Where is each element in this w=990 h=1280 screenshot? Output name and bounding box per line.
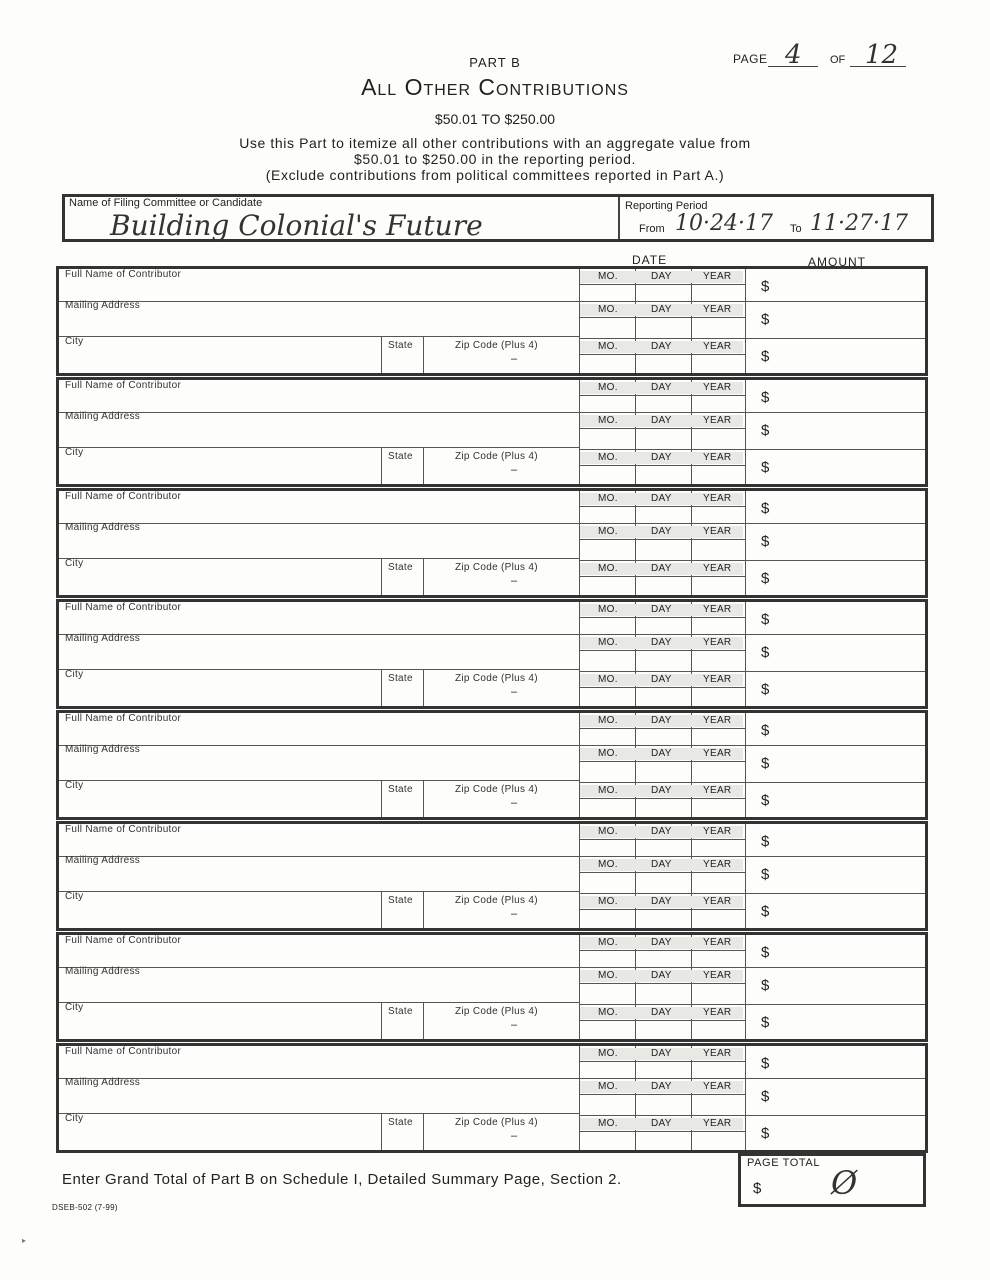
state-divider [381,780,382,817]
date-row-line [579,1004,925,1005]
amount-divider [745,380,746,484]
to-label: To [790,223,802,235]
month-label: MO. [598,785,618,796]
page-label: PAGE [733,52,768,66]
day-label: DAY [651,415,672,426]
dollar-sign: $ [761,533,770,550]
month-label: MO. [598,1007,618,1018]
date-header-line [579,1131,745,1132]
page-total-box [738,1153,926,1207]
filing-committee-box [62,194,934,242]
state-label: State [388,562,413,573]
date-header-line [579,687,745,688]
month-label: MO. [598,937,618,948]
date-row-line [579,560,925,561]
day-label: DAY [651,1118,672,1129]
dollar-sign: $ [761,944,770,961]
state-label: State [388,784,413,795]
page-number: 4 [785,40,802,70]
year-label: YEAR [703,715,732,726]
date-row-line [579,1115,925,1116]
dollar-sign: $ [761,1125,770,1142]
scan-mark: ▸ [22,1236,27,1245]
dollar-sign: $ [761,792,770,809]
month-label: MO. [598,526,618,537]
zip-label: Zip Code (Plus 4) [455,451,538,462]
amount-divider [745,824,746,928]
month-label: MO. [598,563,618,574]
date-header-line [579,798,745,799]
date-row-line [579,671,925,672]
amount-divider [745,491,746,595]
date-header-line [579,1061,745,1062]
zip-divider [423,780,424,817]
month-label: MO. [598,341,618,352]
state-divider [381,336,382,373]
day-label: DAY [651,1081,672,1092]
full-name-label: Full Name of Contributor [65,824,182,835]
year-label: YEAR [703,526,732,537]
year-label: YEAR [703,1007,732,1018]
zip-label: Zip Code (Plus 4) [455,340,538,351]
row-line [59,669,579,670]
month-label: MO. [598,715,618,726]
dollar-sign: $ [761,1014,770,1031]
date-header-line [579,506,745,507]
day-label: DAY [651,715,672,726]
city-label: City [65,336,84,347]
month-label: MO. [598,382,618,393]
day-label: DAY [651,382,672,393]
dollar-sign: $ [761,500,770,517]
mailing-address-label: Mailing Address [65,1077,141,1088]
year-label: YEAR [703,452,732,463]
zip-label: Zip Code (Plus 4) [455,562,538,573]
day-label: DAY [651,563,672,574]
city-label: City [65,447,84,458]
date-row-line [579,634,925,635]
mailing-address-label: Mailing Address [65,744,141,755]
mailing-address-label: Mailing Address [65,966,141,977]
year-label: YEAR [703,859,732,870]
zip-dash: – [511,908,518,920]
year-label: YEAR [703,382,732,393]
year-label: YEAR [703,415,732,426]
city-label: City [65,1002,84,1013]
mailing-address-label: Mailing Address [65,855,141,866]
month-label: MO. [598,637,618,648]
day-label: DAY [651,341,672,352]
year-label: YEAR [703,674,732,685]
row-line [59,1002,579,1003]
day-label: DAY [651,452,672,463]
zip-dash: – [511,464,518,476]
full-name-label: Full Name of Contributor [65,713,182,724]
amount-divider [745,713,746,817]
date-row-line [579,856,925,857]
mailing-address-label: Mailing Address [65,300,141,311]
state-label: State [388,673,413,684]
state-label: State [388,451,413,462]
date-row-line [579,745,925,746]
date-header-line [579,617,745,618]
day-label: DAY [651,748,672,759]
dollar-sign: $ [761,903,770,920]
state-label: State [388,1117,413,1128]
dollar-sign: $ [761,866,770,883]
year-label: YEAR [703,896,732,907]
year-label: YEAR [703,637,732,648]
day-label: DAY [651,785,672,796]
dollar-sign: $ [761,311,770,328]
date-header-line [579,983,745,984]
state-label: State [388,895,413,906]
page-total-number: 12 [865,40,899,70]
year-label: YEAR [703,748,732,759]
year-label: YEAR [703,970,732,981]
zip-divider [423,1002,424,1039]
state-label: State [388,340,413,351]
zip-divider [423,447,424,484]
dollar-sign: $ [761,278,770,295]
instruction-line-1: Use this Part to itemize all other contributions with an aggregate value from [239,135,751,151]
year-label: YEAR [703,493,732,504]
day-label: DAY [651,493,672,504]
contributor-entry [56,1043,928,1153]
date-header-line [579,909,745,910]
full-name-label: Full Name of Contributor [65,1046,182,1057]
to-date-field[interactable]: 11·27·17 [810,211,908,236]
row-line [59,891,579,892]
city-label: City [65,1113,84,1124]
contributor-entry [56,377,928,487]
year-label: YEAR [703,785,732,796]
day-label: DAY [651,271,672,282]
contributor-entry [56,599,928,709]
day-label: DAY [651,1048,672,1059]
date-column-header: DATE [632,253,668,267]
date-row-line [579,412,925,413]
row-line [59,780,579,781]
zip-dash: – [511,353,518,365]
filing-name-label: Name of Filing Committee or Candidate [69,197,263,209]
from-label: From [639,223,665,235]
part-label: PART B [469,55,521,70]
month-label: MO. [598,304,618,315]
row-line [59,1113,579,1114]
day-label: DAY [651,526,672,537]
date-row-line [579,782,925,783]
month-label: MO. [598,1118,618,1129]
zip-label: Zip Code (Plus 4) [455,1006,538,1017]
date-header-line [579,354,745,355]
zip-divider [423,558,424,595]
zip-dash: – [511,575,518,587]
footer-instruction: Enter Grand Total of Part B on Schedule I, Detailed Summary Page, Section 2. [62,1171,622,1188]
form-id: DSEB-502 (7-99) [52,1203,118,1212]
dollar-sign: $ [761,1088,770,1105]
date-header-line [579,576,745,577]
month-label: MO. [598,452,618,463]
zip-dash: – [511,1130,518,1142]
date-header-line [579,317,745,318]
zip-dash: – [511,686,518,698]
reporting-period-label: Reporting Period [625,200,708,212]
state-divider [381,558,382,595]
date-header-line [579,761,745,762]
page-total-label: PAGE TOTAL [747,1157,821,1169]
date-header-line [579,284,745,285]
zip-divider [423,1113,424,1150]
month-label: MO. [598,826,618,837]
contributor-entry [56,266,928,376]
filing-divider [618,197,620,239]
dollar-sign: $ [761,611,770,628]
year-label: YEAR [703,826,732,837]
amount-divider [745,1046,746,1150]
state-divider [381,447,382,484]
contributor-entry [56,932,928,1042]
month-label: MO. [598,271,618,282]
amount-column-header: AMOUNT [808,255,866,269]
month-label: MO. [598,859,618,870]
page-total-dollar-sign: $ [753,1180,762,1197]
row-line [59,336,579,337]
day-label: DAY [651,637,672,648]
month-label: MO. [598,674,618,685]
zip-divider [423,669,424,706]
full-name-label: Full Name of Contributor [65,269,182,280]
day-label: DAY [651,674,672,685]
row-line [59,447,579,448]
mailing-address-label: Mailing Address [65,633,141,644]
filing-name-field[interactable]: Building Colonial's Future [110,209,483,242]
date-row-line [579,523,925,524]
amount-range: $50.01 TO $250.00 [434,111,556,127]
of-label: OF [830,54,846,66]
state-label: State [388,1006,413,1017]
zip-dash: – [511,797,518,809]
day-label: DAY [651,937,672,948]
month-label: MO. [598,604,618,615]
date-row-line [579,1078,925,1079]
dollar-sign: $ [761,570,770,587]
zip-divider [423,336,424,373]
date-row-line [579,893,925,894]
dollar-sign: $ [761,459,770,476]
city-label: City [65,669,84,680]
date-row-line [579,338,925,339]
mailing-address-label: Mailing Address [65,411,141,422]
day-label: DAY [651,304,672,315]
state-divider [381,891,382,928]
row-line [59,558,579,559]
year-label: YEAR [703,937,732,948]
full-name-label: Full Name of Contributor [65,380,182,391]
year-label: YEAR [703,563,732,574]
state-divider [381,669,382,706]
day-label: DAY [651,826,672,837]
zip-divider [423,891,424,928]
page-total-field[interactable]: Ø [831,1164,858,1202]
instruction-line-2: $50.01 to $250.00 in the reporting period. [353,151,637,167]
amount-divider [745,269,746,373]
day-label: DAY [651,604,672,615]
year-label: YEAR [703,1048,732,1059]
contributor-entry [56,710,928,820]
date-header-line [579,728,745,729]
date-header-line [579,950,745,951]
city-label: City [65,891,84,902]
date-header-line [579,428,745,429]
date-header-line [579,872,745,873]
date-header-line [579,839,745,840]
amount-divider [745,602,746,706]
dollar-sign: $ [761,681,770,698]
year-label: YEAR [703,304,732,315]
zip-label: Zip Code (Plus 4) [455,784,538,795]
zip-label: Zip Code (Plus 4) [455,895,538,906]
dollar-sign: $ [761,389,770,406]
dollar-sign: $ [761,833,770,850]
date-row-line [579,301,925,302]
amount-divider [745,935,746,1039]
full-name-label: Full Name of Contributor [65,602,182,613]
year-label: YEAR [703,1118,732,1129]
city-label: City [65,558,84,569]
date-header-line [579,650,745,651]
zip-label: Zip Code (Plus 4) [455,1117,538,1128]
month-label: MO. [598,415,618,426]
full-name-label: Full Name of Contributor [65,491,182,502]
month-label: MO. [598,748,618,759]
city-label: City [65,780,84,791]
month-label: MO. [598,1081,618,1092]
month-label: MO. [598,970,618,981]
dollar-sign: $ [761,755,770,772]
state-divider [381,1002,382,1039]
date-header-line [579,465,745,466]
full-name-label: Full Name of Contributor [65,935,182,946]
state-divider [381,1113,382,1150]
instruction-line-3: (Exclude contributions from political committees reported in Part A.) [265,167,725,183]
dollar-sign: $ [761,422,770,439]
month-label: MO. [598,1048,618,1059]
zip-label: Zip Code (Plus 4) [455,673,538,684]
from-date-field[interactable]: 10·24·17 [675,211,773,236]
dollar-sign: $ [761,977,770,994]
day-label: DAY [651,859,672,870]
day-label: DAY [651,970,672,981]
date-header-line [579,539,745,540]
zip-dash: – [511,1019,518,1031]
year-label: YEAR [703,1081,732,1092]
dollar-sign: $ [761,1055,770,1072]
year-label: YEAR [703,341,732,352]
contributor-entry [56,821,928,931]
date-row-line [579,449,925,450]
day-label: DAY [651,1007,672,1018]
date-header-line [579,1094,745,1095]
date-row-line [579,967,925,968]
year-label: YEAR [703,604,732,615]
month-label: MO. [598,896,618,907]
date-header-line [579,395,745,396]
dollar-sign: $ [761,644,770,661]
page-title: All Other Contributions [361,74,629,100]
month-label: MO. [598,493,618,504]
dollar-sign: $ [761,722,770,739]
mailing-address-label: Mailing Address [65,522,141,533]
day-label: DAY [651,896,672,907]
date-header-line [579,1020,745,1021]
contributor-entry [56,488,928,598]
dollar-sign: $ [761,348,770,365]
year-label: YEAR [703,271,732,282]
